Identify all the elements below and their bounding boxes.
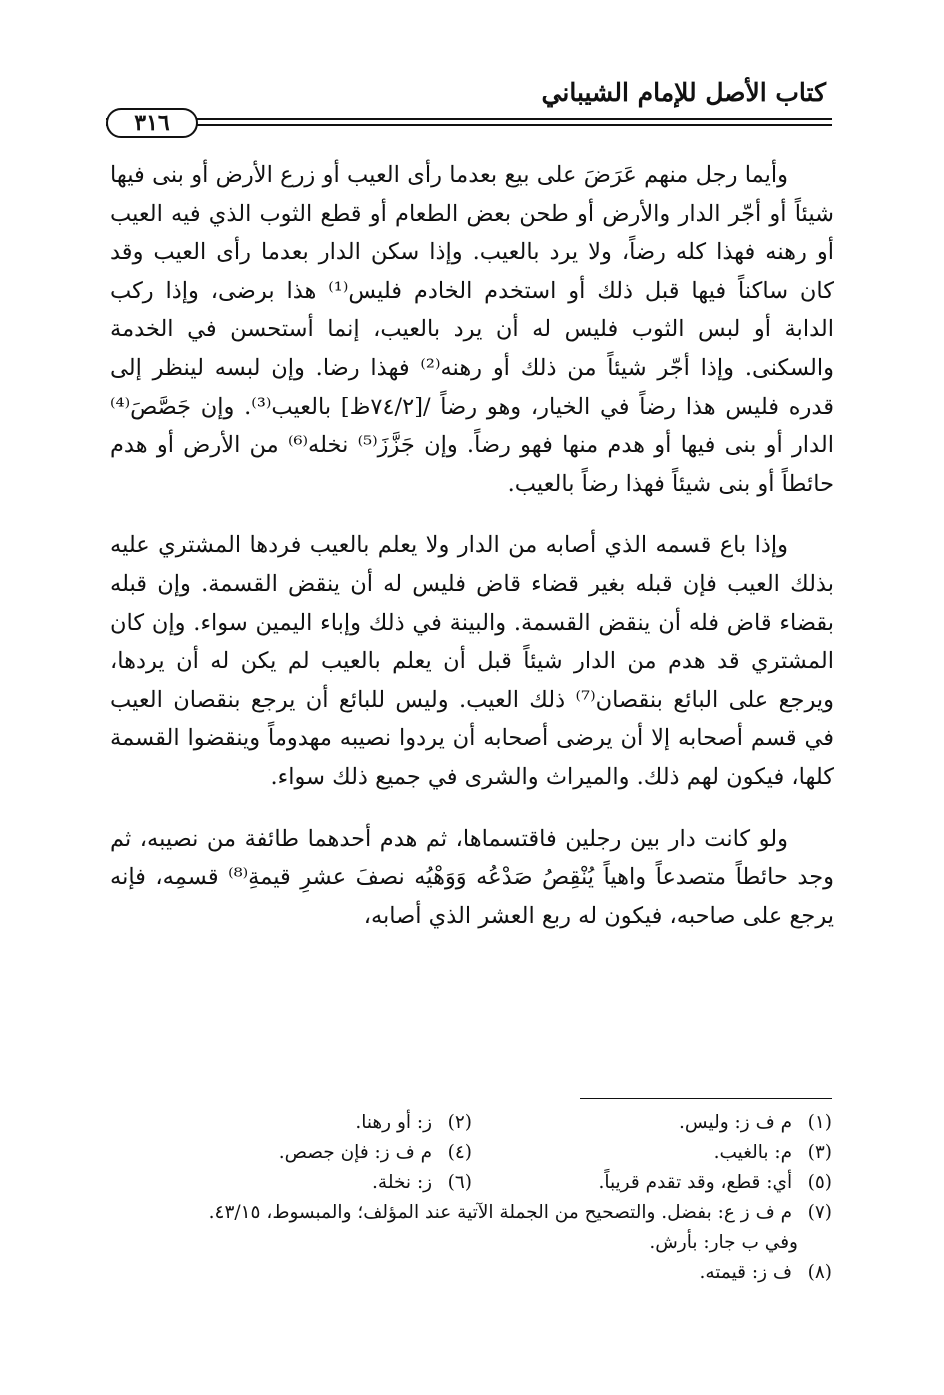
footnote-number: (٥) xyxy=(807,1172,832,1193)
footnotes xyxy=(112,1108,832,1288)
footnote-number: (٧) xyxy=(807,1202,832,1223)
footnote-7 xyxy=(112,1198,832,1258)
header-double-line xyxy=(106,118,832,126)
footnote-text: ز: أو رهنا. xyxy=(355,1112,433,1133)
footnote-text: أي: قطع، وقد تقدم قريباً. xyxy=(598,1172,793,1193)
paragraph: وإذا باع قسمه الذي أصابه من الدار ولا يعلم بالعيب فردها المشتري عليه بذلك العيب فإن قبله بغير قضاء قاض فليس له أن ينقض القسمة. وإن قبله بقضاء قاض فله أن ينقض القسمة. والبينة في ذلك وإباء اليمين سواء. وإن كان المشتري قد هدم من الدار شيئاً قبل أن يعلم بالعيب لم يكن له أن يردها، ويرجع على البائع بنقصان⁽⁷⁾ ذلك العيب. وليس للبائع أن يرجع بنقصان العيب في قسم أصحابه إلا أن يرضى أصحابه أن يردوا نصيبه مهدوماً وينقضوا القسمة كلها، فيكون لهم ذلك. والميراث والشرى في جميع ذلك سواء. xyxy=(110,532,834,790)
footnote-text: م: بالغيب. xyxy=(713,1142,793,1163)
page-number: ٣١٦ xyxy=(106,108,198,138)
footnote-number: (٤) xyxy=(447,1142,472,1163)
footnote-5 xyxy=(472,1168,832,1198)
book-title: كتاب الأصل للإمام الشيباني xyxy=(541,78,826,107)
footnote-text: ف ز: قيمته. xyxy=(699,1262,793,1283)
page-header xyxy=(106,70,832,136)
main-text xyxy=(110,156,834,958)
footnote-separator xyxy=(580,1098,832,1099)
footnote-text: ز: نخلة. xyxy=(372,1172,433,1193)
footnote-number: (١) xyxy=(807,1112,832,1133)
footnote-number: (٣) xyxy=(807,1142,832,1163)
footnote-3 xyxy=(472,1138,832,1168)
footnote-continuation: وفي ب جار: بأرش. xyxy=(649,1232,798,1253)
footnote-number: (٨) xyxy=(807,1262,832,1283)
footnote-row xyxy=(112,1168,832,1198)
footnote-6 xyxy=(112,1168,472,1198)
paragraph: وأيما رجل منهم عَرَضَ على بيع بعدما رأى العيب أو زرع الأرض أو بنى فيها شيئاً أو أجّر الدار والأرض أو طحن بعض الطعام أو قطع الثوب الذي فيه العيب أو رهنه فهذا كله رضاً، ولا يرد بالعيب. وإذا سكن الدار بعدما رأى العيب وقد كان ساكناً فيها قبل ذلك أو استخدم الخادم فليس⁽¹⁾ هذا برضى، وإذا ركب الدابة أو لبس الثوب فليس له أن يرد بالعيب، إنما أستحسن في الخدمة والسكنى. وإذا أجّر شيئاً من ذلك أو رهنه⁽²⁾ فهذا رضا. وإن لبسه لينظر إلى قدره فليس هذا رضاً في الخيار، وهو رضاً /[٧٤/٢ظ] بالعيب⁽³⁾. وإن جَصَّصَ⁽⁴⁾ الدار أو بنى فيها أو هدم منها فهو رضاً. وإن جَزَّزَ⁽⁵⁾ نخله⁽⁶⁾ من الأرض أو هدم حائطاً أو بنى شيئاً فهذا رضاً بالعيب. xyxy=(110,162,835,497)
footnote-number: (٢) xyxy=(447,1112,472,1133)
footnote-1 xyxy=(472,1108,832,1138)
footnote-text: م ف ز: فإن جصص. xyxy=(278,1142,433,1163)
header-rule xyxy=(106,110,832,136)
footnote-text: م ف ز ع: بفضل. والتصحيح من الجملة الآتية عند المؤلف؛ والمبسوط، ٤٣/١٥. xyxy=(208,1202,793,1223)
footnote-8 xyxy=(112,1258,832,1288)
footnote-2 xyxy=(112,1108,472,1138)
footnote-text: م ف ز: وليس. xyxy=(679,1112,793,1133)
footnote-row xyxy=(112,1108,832,1138)
footnote-4 xyxy=(112,1138,472,1168)
footnote-number: (٦) xyxy=(447,1172,472,1193)
footnote-row xyxy=(112,1138,832,1168)
paragraph: ولو كانت دار بين رجلين فاقتسماها، ثم هدم أحدهما طائفة من نصيبه، ثم وجد حائطاً متصدعاً واهياً يُنْقِصُ صَدْعُه وَوَهْيُه نصفَ عشرِ قيمةِ⁽⁸⁾ قسمِه، فإنه يرجع على صاحبه، فيكون له ربع العشر الذي أصابه، xyxy=(110,825,834,929)
